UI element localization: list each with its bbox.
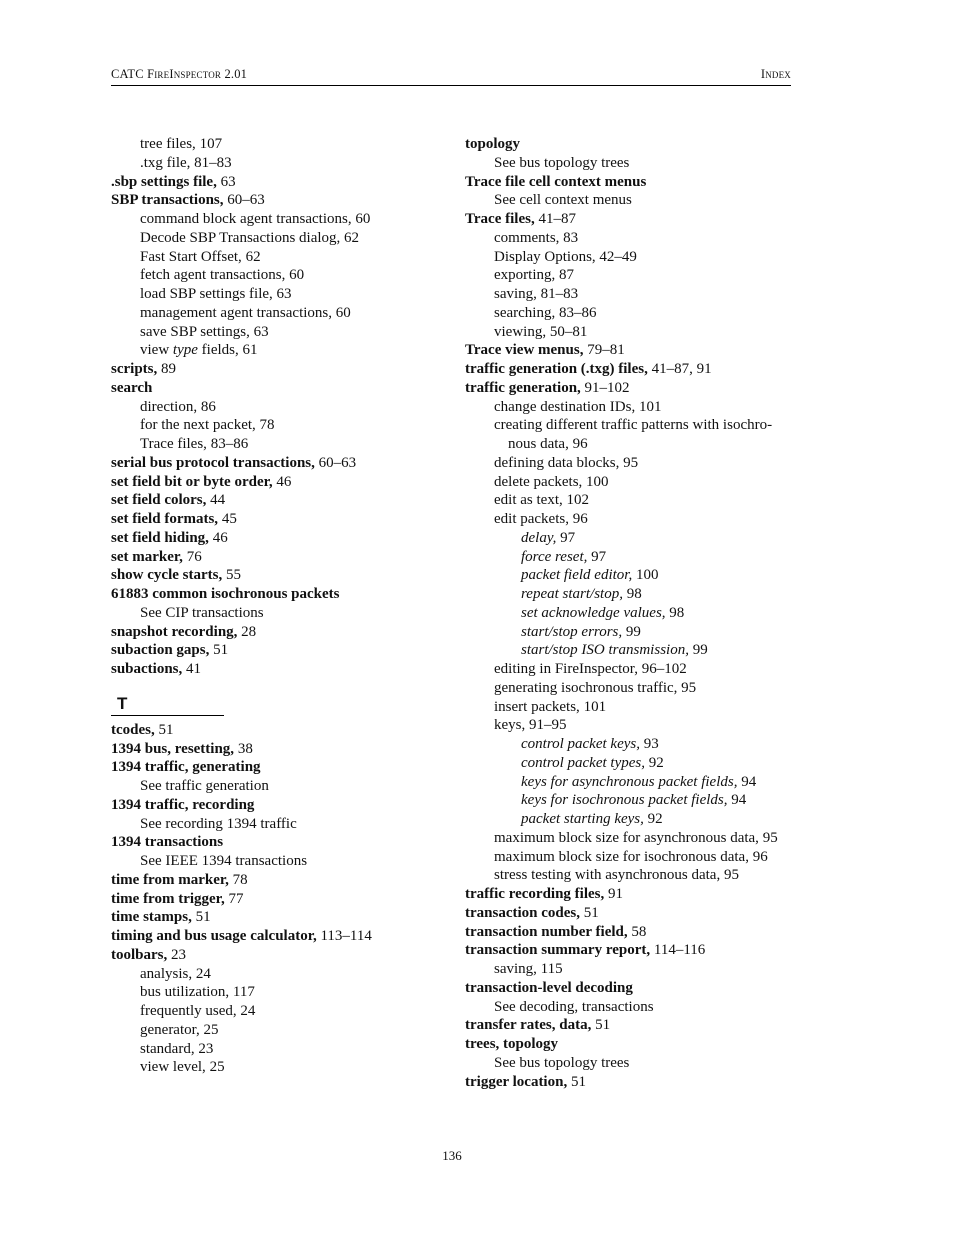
index-page-refs: 117 [229, 984, 255, 1001]
index-main-entry [111, 908, 441, 927]
index-main-entry [111, 758, 441, 777]
index-term: See recording 1394 traffic [140, 815, 297, 832]
index-subentry [111, 777, 441, 796]
index-main-entry [111, 548, 441, 567]
index-term: .txg file, [140, 154, 191, 171]
index-subentry [465, 416, 791, 454]
index-page-refs: 62 [340, 229, 360, 246]
index-term-prefix: view [140, 342, 173, 359]
index-main-entry [465, 1035, 791, 1054]
index-page-refs: 96 [748, 848, 768, 865]
index-term: transaction number field, [465, 923, 628, 940]
index-term: management agent transactions, [140, 304, 333, 321]
index-page-refs: 113–114 [316, 928, 372, 944]
index-page-refs: 28 [237, 623, 257, 640]
index-term: generator, [140, 1021, 200, 1038]
index-term: direction, [140, 398, 198, 415]
index-subentry [465, 323, 791, 342]
index-term: Trace view menus, [465, 342, 584, 359]
index-sub-subentry [465, 604, 791, 623]
index-main-entry [111, 585, 441, 604]
section-letter-heading: T [111, 693, 224, 716]
index-page-refs: 95 [720, 867, 739, 884]
index-subentry [465, 510, 791, 529]
index-page-refs: 91–95 [525, 717, 567, 734]
index-main-entry [111, 379, 441, 398]
index-page-refs: 23 [167, 946, 186, 963]
index-main-entry [465, 173, 791, 192]
index-term: insert packets, [494, 698, 580, 715]
index-page-refs: 95 [758, 829, 778, 846]
index-term: edit packets, [494, 511, 569, 527]
index-page-refs: 98 [622, 586, 642, 602]
index-term: defining data blocks, [494, 454, 620, 471]
index-subentry [111, 852, 441, 871]
index-main-entry [465, 923, 791, 942]
index-page-refs: 61 [238, 342, 258, 359]
index-term: change destination IDs, [494, 398, 636, 415]
index-subentry [111, 965, 441, 984]
index-term: view level, [140, 1059, 206, 1076]
index-subentry [111, 1058, 441, 1077]
index-page-refs: 96–102 [637, 661, 687, 677]
index-subentry [111, 815, 441, 834]
index-page-refs: 87 [555, 267, 574, 284]
index-main-entry [465, 979, 791, 998]
index-page-refs: 107 [195, 136, 223, 152]
index-page-refs: 81–83 [190, 154, 232, 171]
index-page-refs: 24 [192, 965, 211, 982]
index-term: saving, [494, 286, 537, 302]
index-sub-subentry [465, 566, 791, 585]
index-subentry [111, 341, 441, 360]
index-subentry [465, 679, 791, 698]
index-term: Display Options, [494, 248, 596, 265]
index-term: creating different traffic patterns with isochro- [494, 417, 773, 434]
index-term: 61883 common isochronous packets [111, 586, 340, 602]
index-page-refs: 79–81 [583, 342, 625, 359]
section-title: Index [760, 67, 791, 81]
index-page-refs: 60–63 [223, 192, 265, 209]
index-term: start/stop ISO transmission, [521, 642, 689, 659]
index-page-refs: 83–86 [555, 304, 597, 321]
index-page-refs: 60 [332, 304, 351, 321]
index-subentry [465, 398, 791, 417]
index-term: repeat start/stop, [521, 586, 623, 602]
index-term: Trace files, [140, 436, 207, 452]
index-page-refs: 51 [580, 904, 599, 921]
index-term: See bus topology trees [494, 1054, 630, 1071]
index-term: bus utilization, [140, 984, 230, 1001]
index-term: See traffic generation [140, 778, 269, 794]
index-page-refs: 51 [209, 642, 229, 659]
index-term: transfer rates, data, [465, 1017, 592, 1034]
index-subentry [111, 248, 441, 267]
index-main-entry [465, 135, 791, 154]
index-term: 1394 traffic, generating [111, 759, 261, 776]
index-term: viewing, [494, 323, 547, 340]
index-page-refs: 102 [562, 492, 589, 509]
index-page-refs: 55 [222, 567, 241, 584]
index-term: analysis, [140, 965, 193, 982]
index-main-entry [465, 379, 791, 398]
index-page-refs: 96 [568, 511, 588, 527]
index-page-refs: 23 [194, 1040, 214, 1057]
index-page-refs: 51 [567, 1073, 586, 1090]
index-main-entry [465, 360, 791, 379]
index-term: editing in FireInspector, [494, 661, 638, 677]
index-subentry [465, 248, 791, 267]
index-term: transaction-level decoding [465, 979, 633, 996]
index-term: generating isochronous traffic, [494, 679, 678, 696]
index-subentry [111, 435, 441, 454]
index-column-left [111, 135, 441, 1077]
index-page-refs: 86 [197, 398, 216, 415]
index-page-refs: 97 [556, 529, 576, 546]
index-term: .sbp settings file, [111, 173, 217, 190]
index-term: search [111, 379, 153, 396]
index-subentry [111, 604, 441, 623]
index-term: SBP transactions, [111, 192, 224, 209]
index-main-entry [111, 871, 441, 890]
running-header [111, 66, 791, 86]
index-term: scripts, [111, 361, 158, 377]
index-main-entry [465, 210, 791, 229]
index-subentry [111, 229, 441, 248]
index-main-entry [111, 660, 441, 679]
index-term: control packet types, [521, 754, 645, 771]
index-page-refs: 91–102 [580, 379, 630, 396]
index-page-refs: 78 [255, 417, 275, 434]
index-sub-subentry [465, 773, 791, 792]
index-page-refs: 94 [727, 792, 747, 809]
index-sub-subentry [465, 810, 791, 829]
index-sub-subentry [465, 548, 791, 567]
index-page-refs: 60 [351, 211, 371, 227]
index-main-entry [111, 173, 441, 192]
index-term: maximum block size for isochronous data, [494, 848, 749, 865]
index-page-refs: 81–83 [536, 286, 579, 302]
index-entries-t [111, 721, 441, 1077]
index-term: packet field editor, [521, 567, 633, 584]
index-subentry [111, 1002, 441, 1021]
index-subentry [465, 454, 791, 473]
index-page-refs: 45 [218, 511, 237, 527]
index-main-entry [465, 341, 791, 360]
index-term: See cell context menus [494, 192, 632, 209]
index-term: Decode SBP Transactions dialog, [140, 229, 341, 246]
index-term: keys for isochronous packet fields, [521, 792, 728, 809]
index-term: comments, [494, 229, 560, 246]
index-term: edit as text, [494, 492, 563, 509]
index-subentry [465, 848, 791, 867]
index-main-entry [465, 1073, 791, 1092]
index-subentry [465, 716, 791, 735]
index-page-refs: 41 [182, 661, 202, 677]
index-subentry [465, 285, 791, 304]
index-page-refs: 41–87 [534, 211, 576, 227]
index-term: 1394 traffic, recording [111, 796, 255, 813]
index-term-italic: type [172, 342, 198, 359]
index-page-refs: 46 [208, 529, 228, 546]
page-number: 136 [442, 1148, 462, 1163]
index-subentry [465, 998, 791, 1017]
index-page-refs: 38 [234, 740, 253, 757]
index-subentry [465, 698, 791, 717]
index-page-refs: 92 [644, 754, 664, 771]
index-subentry [465, 229, 791, 248]
index-page-refs: 101 [579, 698, 607, 715]
index-subentry [465, 866, 791, 885]
index-term: exporting, [494, 267, 556, 284]
index-term: tree files, [140, 136, 196, 152]
index-subentry [111, 135, 441, 154]
index-page-refs: 99 [688, 642, 708, 659]
document-title: CATC FireInspector 2.01 [111, 67, 248, 81]
index-term: See decoding, transactions [494, 998, 654, 1015]
index-subentry [465, 829, 791, 848]
index-main-entry [111, 529, 441, 548]
index-term: traffic generation, [465, 379, 581, 396]
index-page-refs: 63 [216, 173, 236, 190]
index-term: transaction summary report, [465, 942, 651, 959]
index-main-entry [465, 941, 791, 960]
index-term: stress testing with asynchronous data, [494, 867, 721, 884]
index-page-refs: 95 [619, 454, 639, 471]
index-page-refs: 89 [157, 361, 176, 377]
index-page-refs: 50–81 [546, 323, 588, 340]
index-term-continuation: nous data, 96 [508, 436, 588, 452]
index-term: tcodes, [111, 721, 155, 738]
index-main-entry [111, 721, 441, 740]
index-page-refs: 78 [228, 871, 248, 888]
index-page-refs: 25 [205, 1059, 225, 1076]
index-subentry [465, 473, 791, 492]
index-term: time stamps, [111, 909, 192, 926]
index-subentry [111, 398, 441, 417]
index-term: subaction gaps, [111, 642, 210, 659]
index-main-entry [465, 904, 791, 923]
index-term: 1394 transactions [111, 834, 224, 851]
index-page-refs: 51 [191, 909, 211, 926]
index-subentry [465, 304, 791, 323]
index-term: time from trigger, [111, 890, 225, 907]
index-sub-subentry [465, 641, 791, 660]
index-subentry [465, 154, 791, 173]
index-term: 1394 bus, resetting, [111, 740, 235, 757]
index-main-entry [111, 927, 441, 946]
index-term: subactions, [111, 661, 183, 677]
index-term: start/stop errors, [521, 623, 623, 640]
index-main-entry [111, 796, 441, 815]
index-subentry [111, 1040, 441, 1059]
index-page-refs: 114–116 [650, 942, 706, 959]
index-subentry [111, 266, 441, 285]
index-term: See bus topology trees [494, 154, 630, 171]
index-page-refs: 51 [154, 721, 174, 738]
index-term: set marker, [111, 548, 183, 565]
index-term: keys for asynchronous packet fields, [521, 773, 738, 790]
index-main-entry [111, 946, 441, 965]
index-term: traffic generation (.txg) files, [465, 361, 648, 377]
index-page-refs: 100 [582, 473, 609, 490]
index-page-refs: 94 [737, 773, 757, 790]
index-term: saving, [494, 961, 537, 977]
index-term: Trace files, [465, 211, 535, 227]
index-term: save SBP settings, [140, 323, 250, 340]
index-subentry [465, 491, 791, 510]
index-term: time from marker, [111, 871, 229, 888]
index-term: delete packets, [494, 473, 583, 490]
index-subentry [111, 1021, 441, 1040]
index-term: toolbars, [111, 946, 168, 963]
index-page-refs: 24 [236, 1003, 256, 1019]
index-main-entry [111, 510, 441, 529]
index-term: set field colors, [111, 492, 207, 509]
index-term: Trace file cell context menus [465, 173, 647, 190]
index-term: serial bus protocol transactions, [111, 454, 315, 471]
index-page-refs: 93 [639, 736, 659, 752]
index-page-refs: 100 [632, 567, 659, 584]
index-term: command block agent transactions, [140, 211, 352, 227]
index-subentry [111, 304, 441, 323]
index-page-refs: 60 [285, 267, 305, 284]
index-column-right [465, 135, 791, 1091]
index-subentry [465, 960, 791, 979]
index-term: fields, [197, 342, 239, 359]
index-page-refs: 91 [604, 886, 624, 902]
index-main-entry [111, 191, 441, 210]
index-page-refs: 76 [182, 548, 202, 565]
index-term: topology [465, 136, 521, 152]
index-page-refs: 77 [224, 890, 244, 907]
index-entries-t-continued [465, 135, 791, 1091]
index-page-refs: 51 [591, 1017, 611, 1034]
index-subentry [111, 323, 441, 342]
index-main-entry [465, 885, 791, 904]
index-main-entry [111, 360, 441, 379]
index-page-refs: 25 [199, 1021, 219, 1038]
index-term: trigger location, [465, 1073, 568, 1090]
index-term: snapshot recording, [111, 623, 238, 640]
index-page-refs: 83 [559, 229, 579, 246]
index-main-entry [111, 890, 441, 909]
index-term: packet starting keys, [521, 811, 644, 827]
index-term: maximum block size for asynchronous data, [494, 829, 759, 846]
index-subentry [465, 1054, 791, 1073]
index-sub-subentry [465, 791, 791, 810]
index-sub-subentry [465, 623, 791, 642]
index-main-entry [465, 1016, 791, 1035]
index-term: searching, [494, 304, 556, 321]
index-page-refs: 99 [622, 623, 641, 640]
index-page-refs: 97 [587, 548, 607, 565]
index-term: set acknowledge values, [521, 604, 666, 621]
index-page-refs: 92 [643, 811, 663, 827]
index-term: Fast Start Offset, [140, 248, 242, 265]
index-term: frequently used, [140, 1003, 237, 1019]
index-term: show cycle starts, [111, 567, 223, 584]
index-sub-subentry [465, 585, 791, 604]
index-main-entry [111, 641, 441, 660]
index-page-refs: 98 [665, 604, 685, 621]
index-term: force reset, [521, 548, 588, 565]
index-page-refs: 115 [536, 961, 563, 977]
index-term: trees, topology [465, 1036, 559, 1052]
index-entries-s [111, 135, 441, 679]
index-subentry [111, 285, 441, 304]
index-main-entry [111, 473, 441, 492]
index-term: control packet keys, [521, 736, 640, 752]
index-main-entry [111, 454, 441, 473]
index-sub-subentry [465, 529, 791, 548]
index-page-refs: 41–87, 91 [647, 361, 712, 377]
index-page-refs: 42–49 [595, 248, 637, 265]
index-subentry [465, 266, 791, 285]
index-page-refs: 60–63 [314, 454, 357, 471]
index-term: for the next packet, [140, 417, 256, 434]
index-subentry [111, 416, 441, 435]
index-main-entry [111, 623, 441, 642]
index-page-refs: 83–86 [206, 436, 249, 452]
index-term: timing and bus usage calculator, [111, 928, 317, 944]
index-term: set field formats, [111, 511, 219, 527]
index-page-refs: 63 [272, 286, 292, 302]
index-term: keys, [494, 717, 526, 734]
index-sub-subentry [465, 754, 791, 773]
index-term: standard, [140, 1040, 195, 1057]
index-term: load SBP settings file, [140, 286, 273, 302]
index-subentry [465, 191, 791, 210]
index-page-refs: 95 [677, 679, 697, 696]
index-subentry [111, 154, 441, 173]
index-main-entry [111, 491, 441, 510]
index-term: See IEEE 1394 transactions [140, 853, 308, 869]
index-main-entry [111, 833, 441, 852]
index-page-refs: 63 [249, 323, 269, 340]
index-subentry [111, 210, 441, 229]
index-sub-subentry [465, 735, 791, 754]
index-page-refs: 44 [206, 492, 226, 509]
index-term: set field hiding, [111, 529, 209, 546]
index-term: See CIP transactions [140, 604, 264, 621]
index-main-entry [111, 566, 441, 585]
index-page-refs: 62 [241, 248, 261, 265]
index-page-refs: 46 [272, 473, 292, 490]
index-term: delay, [521, 529, 557, 546]
index-term: set field bit or byte order, [111, 473, 273, 490]
index-main-entry [111, 740, 441, 759]
index-term: traffic recording files, [465, 886, 605, 902]
index-subentry [465, 660, 791, 679]
index-page-refs: 101 [635, 398, 662, 415]
index-term: transaction codes, [465, 904, 580, 921]
index-page-refs: 58 [627, 923, 647, 940]
index-subentry [111, 983, 441, 1002]
index-term: fetch agent transactions, [140, 267, 286, 284]
